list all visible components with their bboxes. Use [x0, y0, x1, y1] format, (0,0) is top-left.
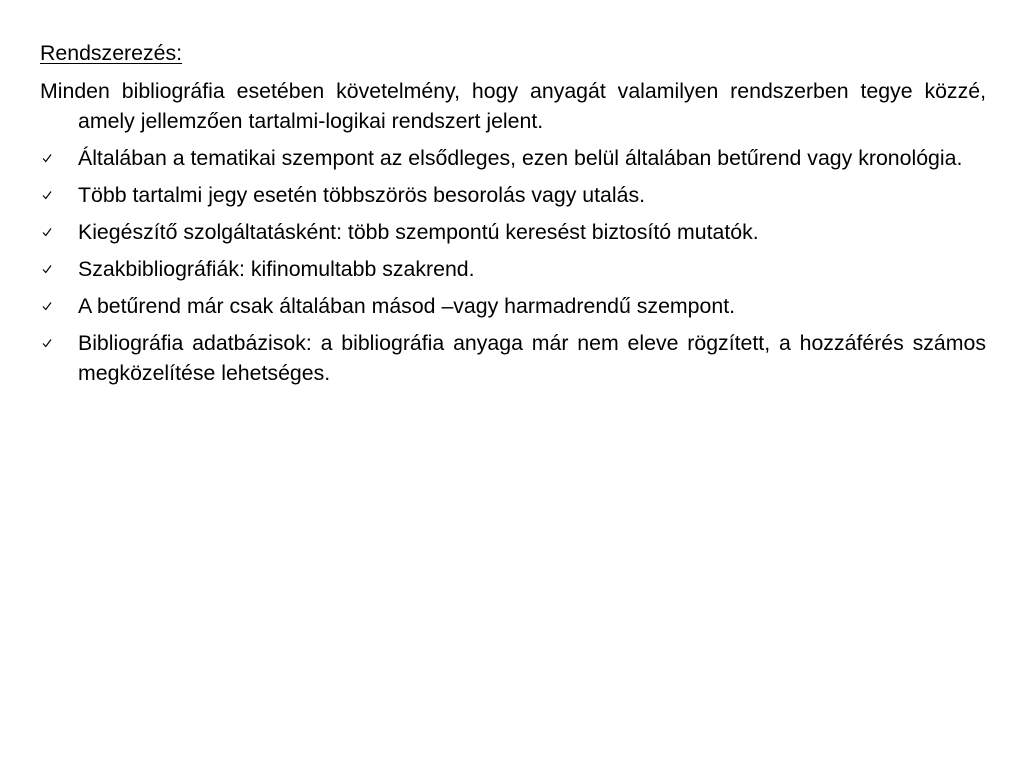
slide-heading: Rendszerezés: [40, 41, 183, 65]
bullet-text: Kiegészítő szolgáltatásként: több szempontú keresést biztosító mutatók. [78, 220, 759, 244]
checkmark-icon [40, 180, 54, 210]
checkmark-icon [40, 217, 54, 247]
bullet-text: Általában a tematikai szempont az elsődleges, ezen belül általában betűrend vagy kronológia. [78, 146, 963, 170]
checkmark-icon [40, 328, 54, 358]
bullet-item [40, 217, 986, 247]
bullet-item [40, 143, 986, 173]
bullet-text: Szakbibliográfiák: kifinomultabb szakrend. [78, 257, 475, 281]
bullet-item [40, 254, 986, 284]
checkmark-icon [40, 291, 54, 321]
bullet-item [40, 180, 986, 210]
checkmark-icon [40, 254, 54, 284]
bullet-text: Több tartalmi jegy esetén többszörös besorolás vagy utalás. [78, 183, 646, 207]
bullet-text: Bibliográfia adatbázisok: a bibliográfia anyaga már nem eleve rögzített, a hozzáférés számos megközelítése lehetséges. [78, 331, 986, 385]
bullet-list [40, 143, 986, 388]
bullet-item [40, 328, 986, 388]
checkmark-icon [40, 143, 54, 173]
slide-body [40, 76, 986, 395]
bullet-item [40, 291, 986, 321]
bullet-text: A betűrend már csak általában másod –vagy harmadrendű szempont. [78, 294, 736, 318]
intro-paragraph: Minden bibliográfia esetében követelmény, hogy anyagát valamilyen rendszerben tegye közzé, amely jellemzően tartalmi-logikai rendszert jelent. [40, 79, 986, 133]
